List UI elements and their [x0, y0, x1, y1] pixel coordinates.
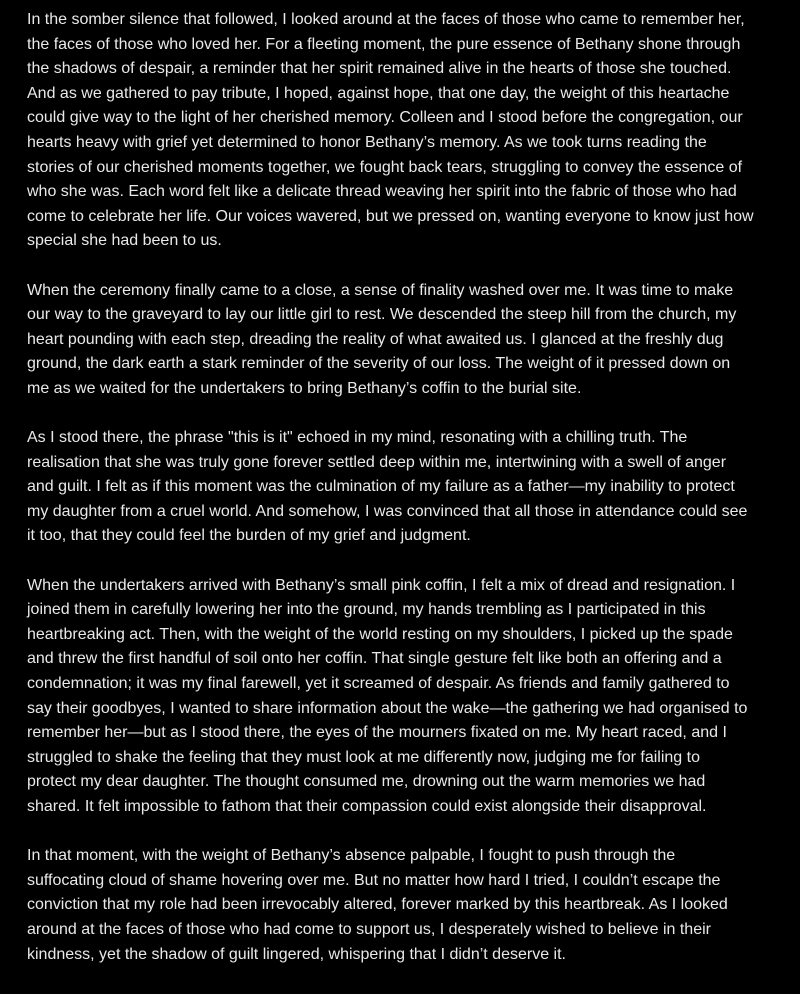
paragraph-2: [27, 279, 777, 402]
text-line: suffocating cloud of shame hovering over me. But no matter how hard I tried, I couldn’t escape the: [27, 871, 721, 889]
text-line: conviction that my role had been irrevocably altered, forever marked by this heartbreak. As I looked: [27, 896, 728, 914]
text-line: When the ceremony finally came to a close, a sense of finality washed over me. It was time to make: [27, 281, 734, 299]
text-line: special she had been to us.: [27, 232, 222, 250]
text-line: condemnation; it was my final farewell, yet it screamed of despair. As friends and family gathered to: [27, 675, 730, 693]
text-line: In the somber silence that followed, I looked around at the faces of those who came to remember her,: [27, 11, 745, 28]
text-line: come to celebrate her life. Our voices wavered, but we pressed on, wanting everyone to know just how: [27, 207, 754, 225]
text-line: joined them in carefully lowering her into the ground, my hands trembling as I participated in this: [27, 601, 706, 619]
text-line: the faces of those who loved her. For a fleeting moment, the pure essence of Bethany shone through: [27, 35, 741, 53]
paragraph-5: [27, 844, 777, 967]
paragraph-3: [27, 426, 777, 549]
text-line: heart pounding with each step, dreading the reality of what awaited us. I glanced at the freshly dug: [27, 330, 724, 348]
text-line: around at the faces of those who had come to support us, I desperately wished to believe in their: [27, 920, 711, 938]
text-line: When the undertakers arrived with Bethany’s small pink coffin, I felt a mix of dread and resignation. I: [27, 576, 736, 594]
text-line: shared. It felt impossible to fathom that their compassion could exist alongside their disapproval.: [27, 798, 707, 815]
text-line: and threw the first handful of soil onto her coffin. That single gesture felt like both an offering and a: [27, 650, 722, 668]
text-line: And as we gathered to pay tribute, I hoped, against hope, that one day, the weight of this heartache: [27, 84, 730, 102]
text-line: kindness, yet the shadow of guilt lingered, whispering that I didn’t deserve it.: [27, 945, 566, 963]
text-line: remember her—but as I stood there, the eyes of the mourners fixated on me. My heart raced, and I: [27, 724, 727, 742]
text-line: our way to the graveyard to lay our little girl to rest. We descended the steep hill from the church, my: [27, 306, 737, 324]
text-line: and guilt. I felt as if this moment was the culmination of my failure as a father—my inability to protect: [27, 478, 735, 496]
text-line: the shadows of despair, a reminder that her spirit remained alive in the hearts of those she touched.: [27, 60, 732, 78]
text-line: stories of our cherished moments together, we fought back tears, struggling to convey the essence of: [27, 158, 743, 176]
text-line: say their goodbyes, I wanted to share information about the wake—the gathering we had organised to: [27, 699, 748, 717]
paragraph-1: [27, 8, 777, 254]
text-line: hearts heavy with grief yet determined to honor Bethany’s memory. As we took turns reading the: [27, 133, 707, 151]
text-line: ground, the dark earth a stark reminder of the severity of our loss. The weight of it pressed down on: [27, 355, 731, 373]
text-line: heartbreaking act. Then, with the weight of the world resting on my shoulders, I picked up the spade: [27, 625, 733, 643]
text-line: realisation that she was truly gone forever settled deep within me, intertwining with a swell of anger: [27, 453, 727, 471]
text-column: [27, 8, 777, 992]
text-line: who she was. Each word felt like a delicate thread weaving her spirit into the fabric of those who had: [27, 183, 737, 201]
text-line: struggled to shake the feeling that they must look at me differently now, judging me for failing to: [27, 748, 700, 766]
text-line: protect my dear daughter. The thought consumed me, drowning out the warm memories we had: [27, 773, 706, 791]
text-line: As I stood there, the phrase "this is it" echoed in my mind, resonating with a chilling truth. The: [27, 429, 688, 447]
text-line: could give way to the light of her cherished memory. Colleen and I stood before the congregation, our: [27, 109, 743, 127]
paragraph-4: [27, 574, 777, 820]
text-line: In that moment, with the weight of Bethany’s absence palpable, I fought to push through the: [27, 847, 676, 865]
text-line: it too, that they could feel the burden of my grief and judgment.: [27, 527, 471, 545]
text-line: me as we waited for the undertakers to bring Bethany’s coffin to the burial site.: [27, 379, 582, 397]
text-line: my daughter from a cruel world. And somehow, I was convinced that all those in attendance could see: [27, 502, 748, 520]
